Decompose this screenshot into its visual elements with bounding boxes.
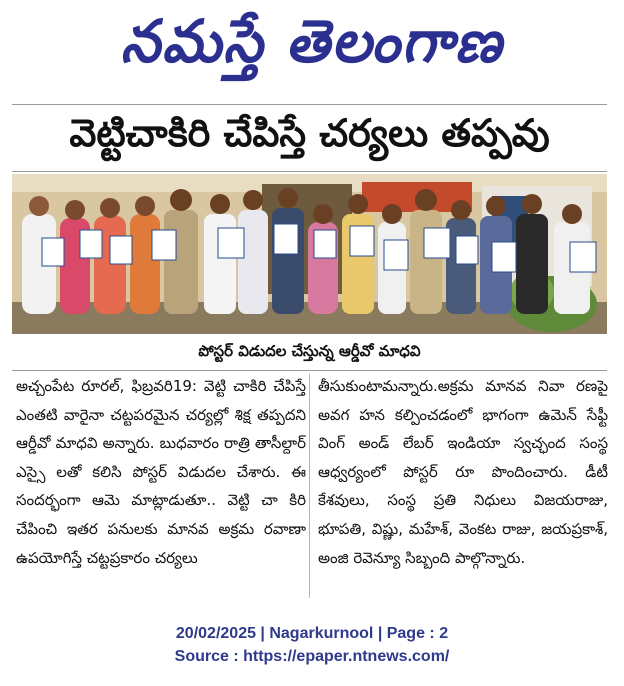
news-photo	[12, 174, 607, 334]
article-body-right: తీసుకుంటామన్నారు.అక్రమ మానవ నివా రణపై అవగ హన కల్పించడంలో భాగంగా ఉమెన్ సేఫ్టీ వింగ్ అండ్ లేబర్ ఇండియా స్వచ్ఛంద సంస్థ ఆధ్వర్యంలో పోస్టర్ రూ పొందించారు. డీటీ కేశవులు, సంస్థ ప్రతి నిధులు విజయరాజు, భూపతి, విష్ణు, మహేశ్, వెంకట రాజు, జయప్రకాశ్, అంజి రెవెన్యూ సిబ్బంది పాల్గొన్నారు.	[318, 377, 608, 567]
article-body-left: అచ్చంపేట రూరల్, ఫిబ్రవరి19: వెట్టి చాకిరి చేపిస్తే ఎంతటి వారైనా చట్టపరమైన చర్యల్లో శిక్ష తప్పదని ఆర్డీవో మాధవి అన్నారు. బుధవారం రాత్రి తాసీల్దార్ ఎస్సై లతో కలిసి పోస్టర్ విడుదల చేశారు. ఈ సందర్భంగా ఆమె మాట్లాడుతూ.. వెట్టి చా కిరి చేపించి ఇతర పనులకు మానవ అక్రమ రవాణా ఉపయోగిస్తే చట్టప్రకారం చర్యలు	[16, 377, 306, 567]
masthead-logo-text: నమస్తే తెలంగాణ	[120, 7, 504, 76]
column-divider	[309, 374, 310, 598]
footer-date-edition: 20/02/2025 | Nagarkurnool | Page : 2	[175, 625, 449, 642]
headline-divider	[12, 171, 607, 172]
footer-source: Source : https://epaper.ntnews.com/	[174, 648, 450, 665]
article-headline: వెట్టిచాకిరి చేపిస్తే చర్యలు తప్పవు	[69, 111, 550, 155]
newspaper-masthead	[0, 6, 624, 92]
caption-divider	[12, 370, 607, 371]
article-column-right	[318, 372, 608, 602]
photo-caption: పోస్టర్ విడుదల చేస్తున్న ఆర్డీవో మాధవి	[198, 342, 421, 360]
article-column-left	[16, 372, 306, 602]
top-divider	[12, 104, 607, 105]
